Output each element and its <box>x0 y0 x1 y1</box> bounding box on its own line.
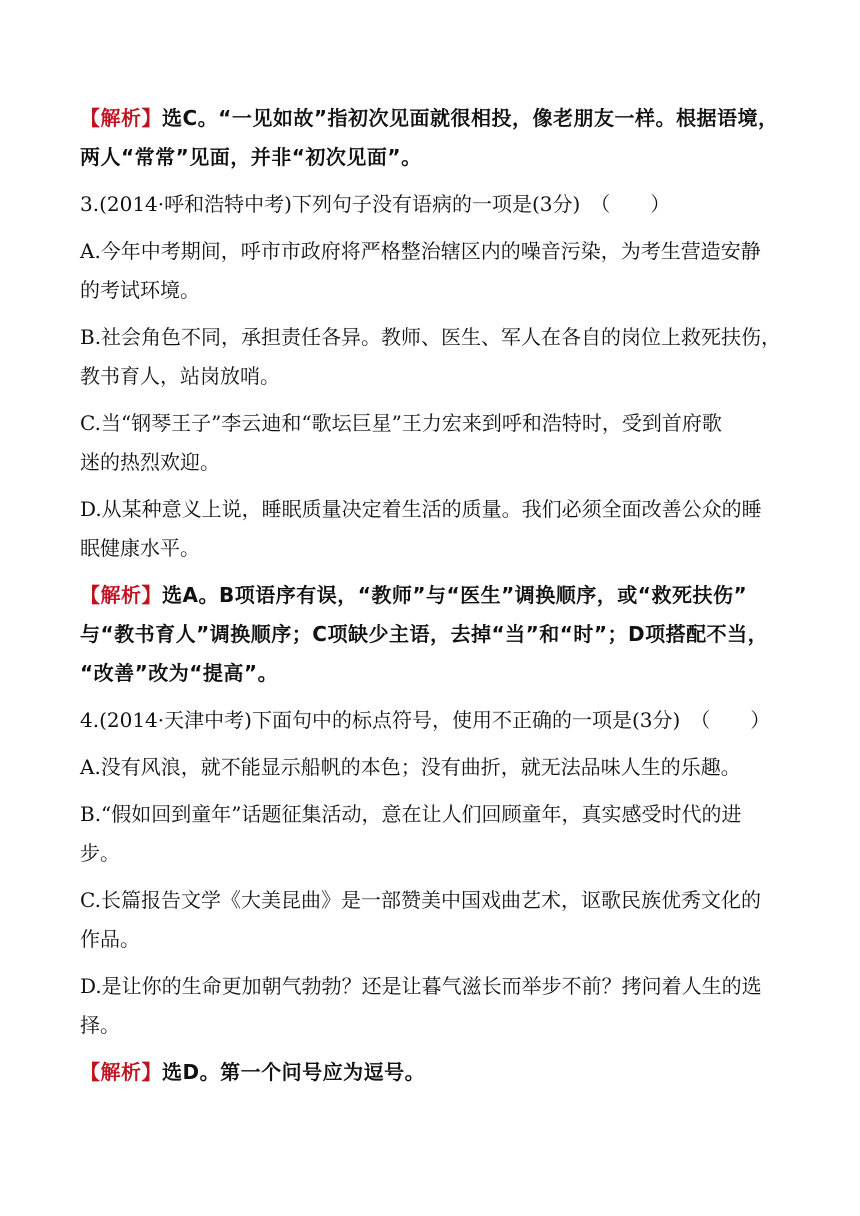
analysis-text: 选D。第一个问号应为逗号。 <box>162 1060 426 1084</box>
analysis-tag: 【解析】 <box>80 106 162 130</box>
option-a-continued: 的考试环境。 <box>80 278 200 302</box>
analysis-line: 与“教书育人”调换顺序；C项缺少主语，去掉“当”和“时”；D项搭配不当， <box>80 622 769 646</box>
analysis-line: 两人“常常”见面，并非“初次见面”。 <box>80 145 422 169</box>
option-d: D.从某种意义上说，睡眠质量决定着生活的质量。我们必须全面改善公众的睡 <box>80 497 762 521</box>
option-d: D.是让你的生命更加朝气勃勃？还是让暮气滋长而举步不前？拷问着人生的选 <box>80 974 762 998</box>
question-stem: 4.(2014·天津中考)下面句中的标点符号，使用不正确的一项是(3分) （ ） <box>80 708 771 732</box>
analysis-block-2 <box>80 580 780 688</box>
analysis-text: 选A。B项语序有误，“教师”与“医生”调换顺序，或“救死扶伤” <box>162 583 748 607</box>
analysis-line <box>80 1057 780 1087</box>
option-c-continued: 迷的热烈欢迎。 <box>80 450 220 474</box>
document-page <box>80 103 780 1087</box>
question-3 <box>80 189 780 563</box>
question-stem: 3.(2014·呼和浩特中考)下列句子没有语病的一项是(3分) （ ） <box>80 192 671 216</box>
option-b-continued: 步。 <box>80 841 120 865</box>
option-b-continued: 教书育人，站岗放哨。 <box>80 364 280 388</box>
option-c: C.长篇报告文学《大美昆曲》是一部赞美中国戏曲艺术，讴歌民族优秀文化的 <box>80 888 761 912</box>
analysis-line: “改善”改为“提高”。 <box>80 661 279 685</box>
analysis-tag: 【解析】 <box>80 1060 162 1084</box>
analysis-text: 选C。“一见如故”指初次见面就很相投，像老朋友一样。根据语境， <box>162 106 779 130</box>
option-d-continued: 择。 <box>80 1013 120 1037</box>
analysis-block-3 <box>80 1057 780 1087</box>
question-4 <box>80 705 780 1040</box>
option-a: A.没有风浪，就不能显示船帆的本色；没有曲折，就无法品味人生的乐趣。 <box>80 755 741 779</box>
option-d-continued: 眠健康水平。 <box>80 536 200 560</box>
option-b: B.“假如回到童年”话题征集活动，意在让人们回顾童年，真实感受时代的进 <box>80 802 742 826</box>
analysis-block-1 <box>80 103 780 172</box>
option-b: B.社会角色不同，承担责任各异。教师、医生、军人在各自的岗位上救死扶伤， <box>80 325 782 349</box>
analysis-line <box>80 580 780 610</box>
option-c: C.当“钢琴王子”李云迪和“歌坛巨星”王力宏来到呼和浩特时，受到首府歌 <box>80 411 722 435</box>
analysis-tag: 【解析】 <box>80 583 162 607</box>
analysis-line <box>80 103 780 133</box>
option-c-continued: 作品。 <box>80 927 140 951</box>
option-a: A.今年中考期间，呼市市政府将严格整治辖区内的噪音污染，为考生营造安静 <box>80 239 761 263</box>
